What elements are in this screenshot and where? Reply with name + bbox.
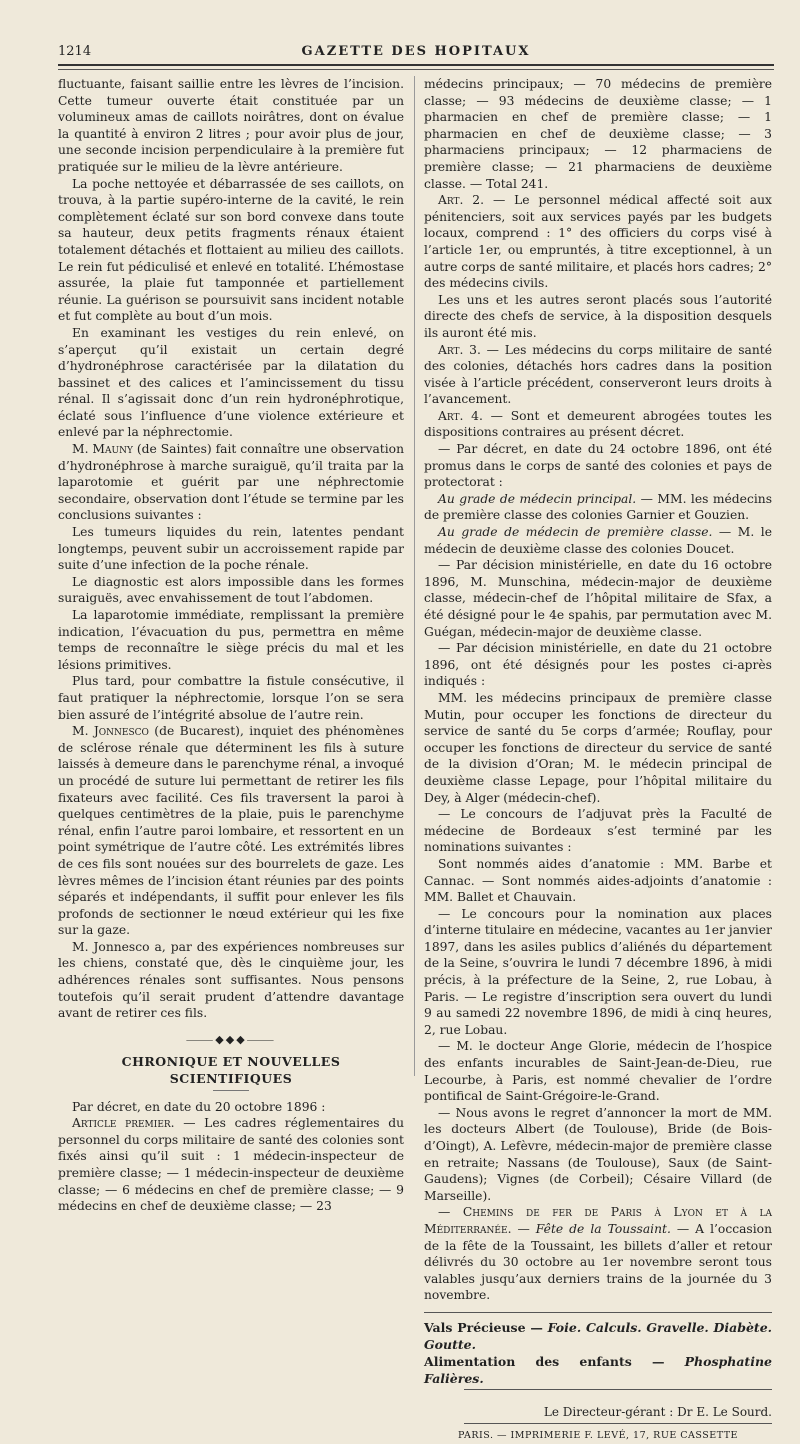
column-divider: [414, 76, 415, 1076]
left-column: [58, 76, 404, 1215]
section-title: CHRONIQUE ET NOUVELLES SCIENTIFIQUES: [121, 1054, 341, 1087]
paragraph: MM. les médecins principaux de première classe Mutin, pour occuper les fonctions de directeur du service de santé du 5e corps d’armée; Rouflay, pour occuper les fonctions de directeur du service de santé de la division d’Oran; M. le médecin principal de deuxième classe Lepage, pour l’hôpital militaire du Dey, à Alger (médecin-chef).: [424, 690, 772, 805]
paragraph: Art. 3. — Les médecins du corps militaire de santé des colonies, détachés hors cadres dans la position visée à l’article précédent, conserveront leurs droits à l’avancement.: [424, 342, 772, 407]
advertisement-line: Alimentation des enfants — Phosphatine Falières.: [424, 1353, 772, 1386]
header-rule: [58, 64, 774, 66]
advertisement-line: Vals Précieuse — Foie. Calculs. Gravelle. Diabète. Goutte.: [424, 1319, 772, 1352]
section-rule: [213, 1090, 249, 1091]
paragraph: Article premier. — Les cadres réglementaires du personnel du corps militaire de santé des colonies sont fixés ainsi qu’il suit : 1 médecin-inspecteur de première classe; — 1 médecin-inspecteur de deuxième classe; — 6 médecins en chef de première classe; — 9 médecins en chef de deuxième classe; — 23: [58, 1116, 404, 1214]
advertisement-rule: [424, 1312, 772, 1313]
paragraph: Les uns et les autres seront placés sous l’autorité directe des chefs de service, à la disposition desquels ils auront été mis.: [424, 292, 772, 340]
paragraph: fluctuante, faisant saillie entre les lèvres de l’incision. Cette tumeur ouverte était constituée par un volumineux amas de caillots noirâtres, dont on évalue la quantité à environ 2 litres ; pour avoir plus de jour, une seconde incision perpendiculaire à la première fut pratiquée sur le milieu de la lèvre antérieure.: [58, 77, 404, 174]
paragraph: Au grade de médecin principal. — MM. les médecins de première classe des colonies Garnier et Gouzien.: [424, 491, 773, 523]
paragraph: — Le concours pour la nomination aux places d’interne titulaire en médecine, vacantes au 1er janvier 1897, dans les asiles publics d’aliénés du département de la Seine, s’ouvrira le lundi 7 décembre 1896, à midi précis, à la préfecture de la Seine, 2, rue Lobau, à Paris. — Le registre d’inscription sera ouvert du lundi 9 au samedi 22 novembre 1896, de midi à cinq heures, 2, rue Lobau.: [424, 906, 772, 1037]
paragraph: Sont nommés aides d’anatomie : MM. Barbe et Cannac. — Sont nommés aides-adjoints d’anatomie : MM. Ballet et Chauvain.: [424, 856, 772, 905]
paragraph: — Par décision ministérielle, en date du 21 octobre 1896, ont été désignés pour les postes ci-après indiqués :: [424, 641, 772, 689]
paragraph: Au grade de médecin de première classe. — M. le médecin de deuxième classe des colonies Doucet.: [424, 525, 773, 556]
managing-director: Le Directeur-gérant : Dr E. Le Sourd.: [543, 1404, 772, 1419]
paragraph: Art. 4. — Sont et demeurent abrogées toutes les dispositions contraires au présent décret.: [424, 408, 772, 440]
paragraph: — Par décret, en date du 24 octobre 1896, ont été promus dans le corps de santé des colonies et pays de protectorat :: [424, 442, 772, 490]
paragraph: M. Mauny (de Saintes) fait connaître une observation d’hydronéphrose à marche suraiguë, qu’il traita par la laparotomie et guérit par une néphrectomie secondaire, observation dont l’étude se termine par les conclusions suivantes :: [58, 442, 405, 523]
right-column: [424, 76, 772, 1444]
paragraph: — Par décision ministérielle, en date du 16 octobre 1896, M. Munschina, médecin-major de deuxième classe, médecin-chef de l’hôpital militaire de Sfax, a été désigné pour le 4e spahis, par permutation avec M. Guégan, médecin-major de deuxième classe.: [424, 558, 772, 639]
author-name: M. Jonnesco: [72, 724, 149, 739]
footer-rule: [464, 1423, 772, 1424]
article-label: Art. 3.: [438, 342, 481, 357]
paragraph: La poche nettoyée et débarrassée de ses caillots, on trouva, à la partie supéro-interne de la cavité, le rein complètement éclaté sur son bord convexe dans toute sa hauteur, deux petits fragments rénaux étaient totalement détachés et flottaient au milieu des caillots. Le rein fut pédiculisé et enlevé en totalité. L’hémostase assurée, la plaie fut tamponnée et partiellement réunie. La guérison se poursuivit sans incident notable et fut complète au bout d’un mois.: [58, 176, 404, 324]
paragraph: — M. le docteur Ange Glorie, médecin de l’hospice des enfants incurables de Saint-Jean-de-Dieu, rue Lecourbe, à Paris, est nommé chevalier de l’ordre pontifical de Saint-Grégoire-le-Grand.: [424, 1039, 772, 1104]
paragraph: Les tumeurs liquides du rein, latentes pendant longtemps, peuvent subir un accroissement rapide par suite d’une infection de la poche rénale.: [58, 525, 404, 573]
article-label: Art. 4.: [438, 408, 483, 423]
paragraph: médecins principaux; — 70 médecins de première classe; — 93 médecins de deuxième classe; — 1 pharmacien en chef de première classe; — 1 pharmacien en chef de deuxième classe; — 3 pharmaciens principaux; — 12 pharmaciens de première classe; — 21 pharmaciens de deuxième classe. — Total 241.: [424, 77, 772, 191]
article-label: Article premier.: [72, 1116, 175, 1131]
author-name: M. Mauny: [72, 442, 133, 457]
journal-title: GAZETTE DES HOPITAUX: [301, 44, 531, 59]
paragraph: — Le concours de l’adjuvat près la Faculté de médecine de Bordeaux s’est terminé par les nominations suivantes :: [424, 807, 772, 855]
footer-rule: [464, 1389, 772, 1390]
paragraph: Par décret, en date du 20 octobre 1896 :: [72, 1099, 326, 1114]
paragraph: Art. 2. — Le personnel médical affecté soit aux pénitenciers, soit aux services payés par les budgets locaux, comprend : 1° des officiers du corps visé à l’article 1er, ou empruntés, à titre exceptionnel, à un autre corps de santé militaire, et placés hors cadres; 2° des médecins civils.: [424, 193, 772, 291]
paragraph: La laparotomie immédiate, remplissant la première indication, l’évacuation du pus, permettra en même temps de reconnaître le siège précis du mal et les lésions primitives.: [58, 608, 404, 672]
printer-imprint: PARIS. — IMPRIMERIE F. LEVÉ, 17, RUE CASSETTE: [458, 1429, 738, 1441]
paragraph: — Chemins de fer de Paris à Lyon et à la Méditerranée. — Fête de la Toussaint. — A l’occasion de la fête de la Toussaint, les billets d’aller et retour délivrés du 30 octobre au 1er novembre seront tous valables jusqu’aux derniers trains de la journée du 3 novembre.: [424, 1205, 772, 1303]
header-rule-thin: [58, 69, 774, 70]
paragraph: M. Jonnesco a, par des expériences nombreuses sur les chiens, constaté que, dès le cinquième jour, les adhérences rénales sont suffisantes. Nous pensons toutefois qu’il serait prudent d’attendre davantage avant de retirer ces fils.: [58, 939, 404, 1021]
paragraph: En examinant les vestiges du rein enlevé, on s’aperçut qu’il existait un certain degré d’hydronéphrose caractérisée par la dilatation du bassinet et des calices et l’amincissement du tissu rénal. Il s’agissait donc d’un rein hydronéphrotique, éclaté sous l’influence d’une violence extérieure et enlevé par la néphrectomie.: [58, 325, 404, 440]
page-number: 1214: [58, 44, 92, 59]
paragraph: — Nous avons le regret d’annoncer la mort de MM. les docteurs Albert (de Toulouse), Bride (de Bois-d’Oingt), A. Lefèvre, médecin-major de première classe en retraite; Nassans (de Toulouse), Saux (de Saint-Gaudens); Vignes (de Corbeil); Césaire Villard (de Marseille).: [424, 1105, 772, 1203]
paragraph: Plus tard, pour combattre la fistule consécutive, il faut pratiquer la néphrectomie, lorsque l’on se sera bien assuré de l’intégrité absolue de l’autre rein.: [58, 674, 404, 722]
paragraph: M. Jonnesco (de Bucarest), inquiet des phénomènes de sclérose rénale que déterminent les fils à suture laissés à demeure dans le parenchyme rénal, a invoqué un procédé de suture lui permettant de retirer les fils fixateurs avec facilité. Ces fils traversent la paroi à quelques centimètres de la plaie, puis le parenchyme rénal, enfin l’autre paroi lombaire, et ressortent en un point symétrique de l’autre côté. Les extrémités libres de ces fils sont nouées sur des bourrelets de gaze. Les lèvres mêmes de l’incision étant réunies par des points séparés et indépendants, il suffit pour enlever les fils profonds de sectionner le nœud extérieur qui les fixe sur la gaze.: [58, 724, 405, 938]
section-ornament: ⸻◆◆◆⸻: [185, 1032, 277, 1046]
page-header: [58, 44, 774, 60]
article-label: Art. 2.: [438, 193, 485, 208]
paragraph: Le diagnostic est alors impossible dans les formes suraiguës, avec envahissement de tout l’abdomen.: [58, 574, 404, 606]
